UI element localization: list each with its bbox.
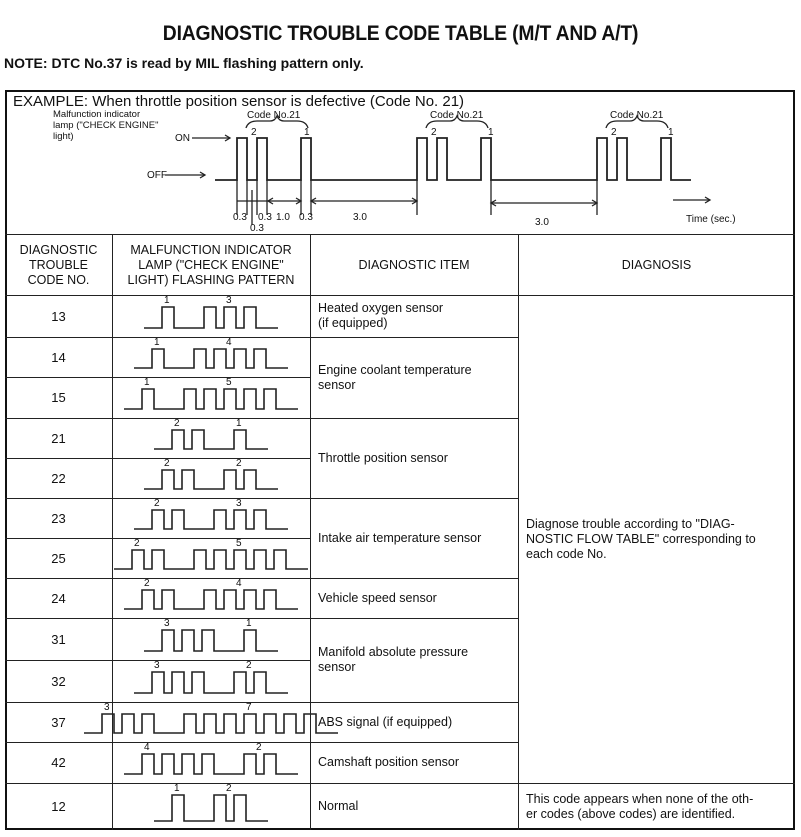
pulse-count-tens: 2 (144, 578, 150, 589)
code-label-3: Code No.21 (610, 110, 664, 121)
example-waveform (5, 90, 795, 235)
pulse-count-ones: 5 (236, 538, 242, 549)
pulse-count-ones: 4 (236, 578, 242, 589)
pulse-count-ones: 4 (226, 337, 232, 348)
dtc-code-cell: 21 (51, 430, 66, 446)
timing-on-3: 0.3 (299, 212, 313, 223)
pulse-count-tens: 1 (164, 295, 170, 306)
pulse-count-tens: 2 (134, 538, 140, 549)
pulse-count-tens: 2 (154, 498, 160, 509)
pulse-count-tens: 1 (154, 337, 160, 348)
header-code (5, 235, 112, 295)
pulse-count-tens: 1 (144, 377, 150, 388)
mil-label-line: light) (53, 131, 74, 142)
header-pattern-line: MALFUNCTION INDICATOR (130, 242, 292, 257)
pulse-count-ones: 1 (246, 618, 252, 629)
column-divider (112, 234, 113, 830)
pulse-count-ones: 3 (236, 498, 242, 509)
diagnostic-item-cell: Camshaft position sensor (318, 755, 460, 769)
diagnostic-item-cell: Throttle position sensor (318, 450, 448, 465)
mil-label-line: lamp ("CHECK ENGINE" (53, 120, 159, 131)
digit-second-3: 1 (668, 127, 674, 138)
pulse-count-tens: 1 (174, 783, 180, 794)
pulse-count-ones: 2 (236, 458, 242, 469)
header-code-line: TROUBLE (28, 257, 89, 272)
digit-second-1: 1 (304, 127, 310, 138)
digit-second-2: 1 (488, 127, 494, 138)
diagnostic-item-cell: ABS signal (if equipped) (318, 714, 453, 729)
timing-off-1: 0.3 (250, 223, 264, 234)
note-text: NOTE: DTC No.37 is read by MIL flashing pattern only. (4, 55, 364, 71)
digit-first-2: 2 (431, 127, 437, 138)
pulse-count-tens: 4 (144, 742, 150, 753)
code-brace-3 (606, 116, 668, 128)
dtc-code-cell: 22 (51, 470, 66, 486)
pulse-count-tens: 2 (164, 458, 170, 469)
pulse-count-ones: 2 (246, 660, 252, 671)
digit-first-1: 2 (251, 127, 257, 138)
timing-gap: 1.0 (276, 212, 290, 223)
waveform-line (215, 138, 691, 180)
dtc-code-cell: 12 (51, 799, 66, 814)
dtc-code-cell: 42 (51, 755, 66, 770)
off-label: OFF (147, 170, 167, 181)
header-code-line: DIAGNOSTIC (19, 242, 98, 257)
diagnostic-item-cell: Manifold absolute pressure sensor (318, 645, 469, 674)
pulse-count-ones: 3 (226, 295, 232, 306)
pulse-count-tens: 3 (164, 618, 170, 629)
dtc-code-cell: 31 (51, 631, 66, 647)
header-item: DIAGNOSTIC ITEM (358, 257, 470, 272)
diagnostic-item-cell: Intake air temperature sensor (318, 530, 482, 545)
timing-pause-1: 3.0 (353, 212, 367, 223)
dtc-code-cell: 24 (51, 590, 66, 606)
dtc-code-cell: 32 (51, 673, 66, 689)
header-diagnosis: DIAGNOSIS (621, 257, 692, 272)
code-brace-1 (246, 116, 308, 128)
pulse-count-ones: 2 (256, 742, 262, 753)
header-pattern (112, 235, 310, 295)
pulse-count-ones: 2 (226, 783, 232, 794)
mil-label-line: Malfunction indicator (53, 109, 141, 120)
code-label-1: Code No.21 (247, 110, 301, 121)
dtc-code-cell: 13 (51, 308, 66, 324)
header-code-line: CODE NO. (27, 272, 90, 287)
pulse-count-tens: 3 (104, 702, 110, 713)
pulse-count-tens: 2 (174, 418, 180, 429)
pulse-count-ones: 7 (246, 702, 252, 713)
pulse-count-ones: 1 (236, 418, 242, 429)
code-brace-2 (426, 116, 488, 128)
diagnostic-item-cell: Vehicle speed sensor (318, 590, 437, 605)
code-label-2: Code No.21 (430, 110, 484, 121)
timing-on-1: 0.3 (233, 212, 247, 223)
timing-on-2: 0.3 (258, 212, 272, 223)
dtc-code-cell: 14 (51, 349, 66, 365)
diagnosis-main-cell: Diagnose trouble according to "DIAG- NOSTIC FLOW TABLE" corresponding to each code No. (526, 516, 756, 561)
header-pattern-line: LIGHT) FLASHING PATTERN (127, 272, 295, 287)
example-section (5, 90, 795, 235)
example-heading: EXAMPLE: When throttle position sensor is defective (Code No. 21) (13, 93, 465, 110)
dtc-code-cell: 15 (51, 390, 66, 405)
pulse-count-tens: 3 (154, 660, 160, 671)
dtc-code-cell: 37 (51, 714, 66, 730)
dtc-code-cell: 25 (51, 550, 66, 566)
on-label: ON (175, 133, 190, 144)
diagnostic-item-cell: Heated oxygen sensor (if equipped) (318, 301, 444, 330)
diagnosis-normal-cell: This code appears when none of the oth- er codes (above codes) are identified. (526, 791, 754, 821)
diagnostic-item-cell: Normal (318, 799, 359, 813)
header-pattern-line: LAMP ("CHECK ENGINE" (138, 257, 284, 272)
timing-pause-2: 3.0 (535, 217, 549, 228)
time-axis-label: Time (sec.) (686, 214, 736, 225)
pulse-count-ones: 5 (226, 377, 232, 388)
diagnostic-item-cell: Engine coolant temperature sensor (318, 362, 472, 392)
page-title: DIAGNOSTIC TROUBLE CODE TABLE (M/T AND A/T) (162, 22, 639, 45)
dtc-code-cell: 23 (51, 510, 66, 526)
digit-first-3: 2 (611, 127, 617, 138)
